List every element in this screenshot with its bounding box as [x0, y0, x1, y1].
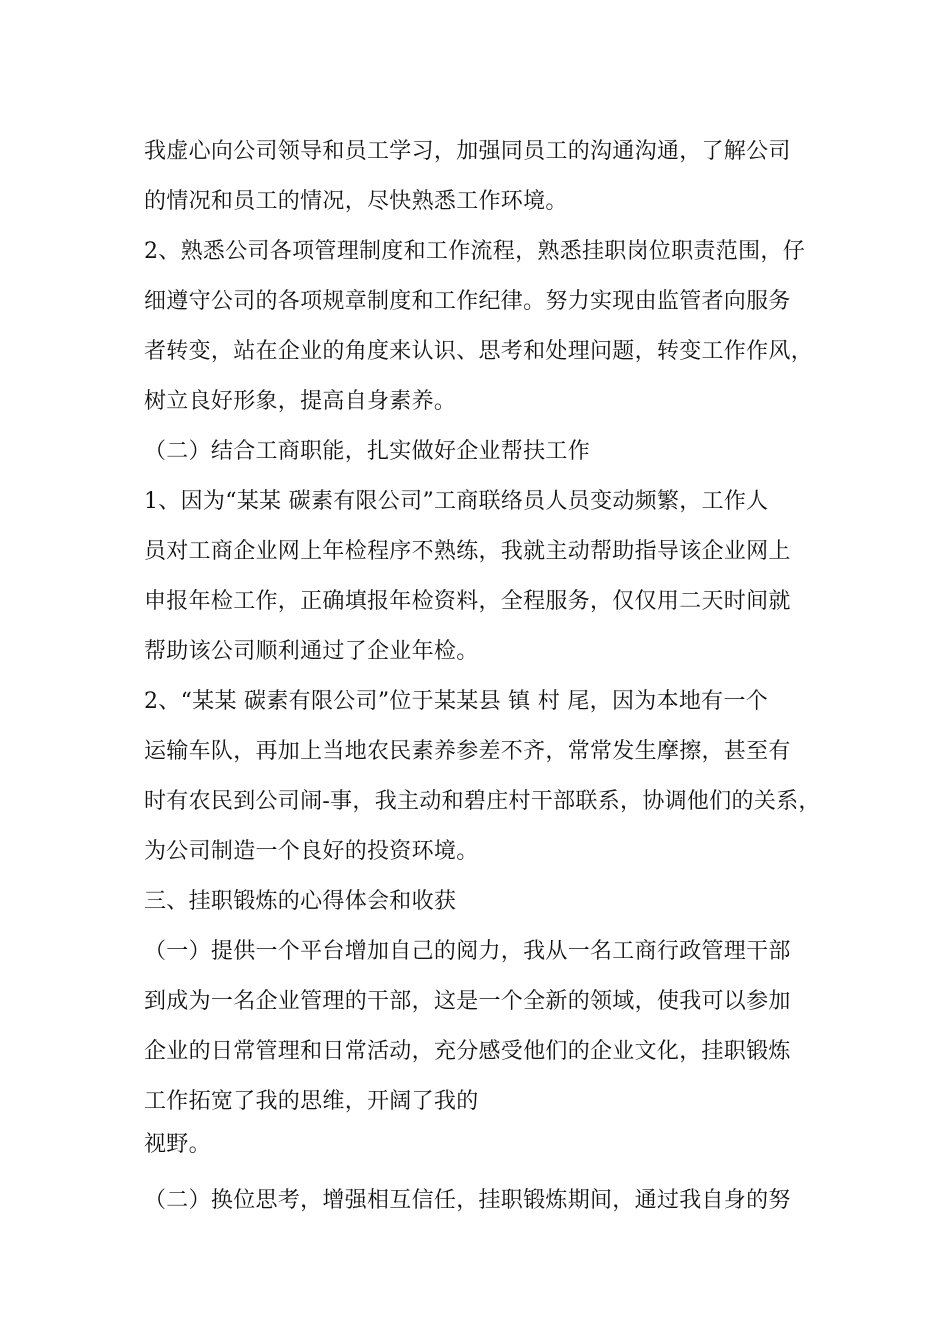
- text-line: 者转变，站在企业的角度来认识、思考和处理问题，转变工作作风，: [144, 339, 814, 364]
- section-heading: （二）结合工商职能，扎实做好企业帮扶工作: [144, 439, 591, 464]
- text-line: 帮助该公司顺利通过了企业年检。: [144, 639, 479, 664]
- text-line: 2、熟悉公司各项管理制度和工作流程，熟悉挂职岗位职责范围，仔: [144, 239, 805, 264]
- section-heading: 三、挂职锻炼的心得体会和收获: [144, 889, 457, 914]
- text-line: 为公司制造一个良好的投资环境。: [144, 839, 479, 864]
- text-line: 1、因为“某某 碳素有限公司”工商联络员人员变动频繁，工作人: [144, 489, 769, 514]
- text-line: （二）换位思考，增强相互信任，挂职锻炼期间，通过我自身的努: [144, 1188, 791, 1213]
- text-line: 企业的日常管理和日常活动，充分感受他们的企业文化，挂职锻炼: [144, 1039, 791, 1064]
- text-line: 运输车队，再加上当地农民素养参差不齐，常常发生摩擦，甚至有: [144, 739, 791, 764]
- text-line: 时有农民到公司闹-事，我主动和碧庄村干部联系，协调他们的关系，: [144, 789, 821, 814]
- text-line: 树立良好形象，提高自身素养。: [144, 389, 457, 414]
- text-line: 视野。: [144, 1132, 211, 1157]
- text-line: 细遵守公司的各项规章制度和工作纪律。努力实现由监管者向服务: [144, 289, 791, 314]
- text-line: 的情况和员工的情况，尽快熟悉工作环境。: [144, 189, 568, 214]
- text-line: 我虚心向公司领导和员工学习，加强同员工的沟通沟通，了解公司: [144, 139, 791, 164]
- text-line: 工作拓宽了我的思维，开阔了我的: [144, 1089, 479, 1114]
- text-line: 申报年检工作，正确填报年检资料，全程服务，仅仅用二天时间就: [144, 589, 791, 614]
- text-line: （一）提供一个平台增加自己的阅力，我从一名工商行政管理干部: [144, 939, 791, 964]
- text-line: 员对工商企业网上年检程序不熟练，我就主动帮助指导该企业网上: [144, 539, 791, 564]
- text-line: 到成为一名企业管理的干部，这是一个全新的领域，使我可以参加: [144, 989, 791, 1014]
- text-line: 2、“某某 碳素有限公司”位于某某县 镇 村 尾，因为本地有一个: [144, 689, 769, 714]
